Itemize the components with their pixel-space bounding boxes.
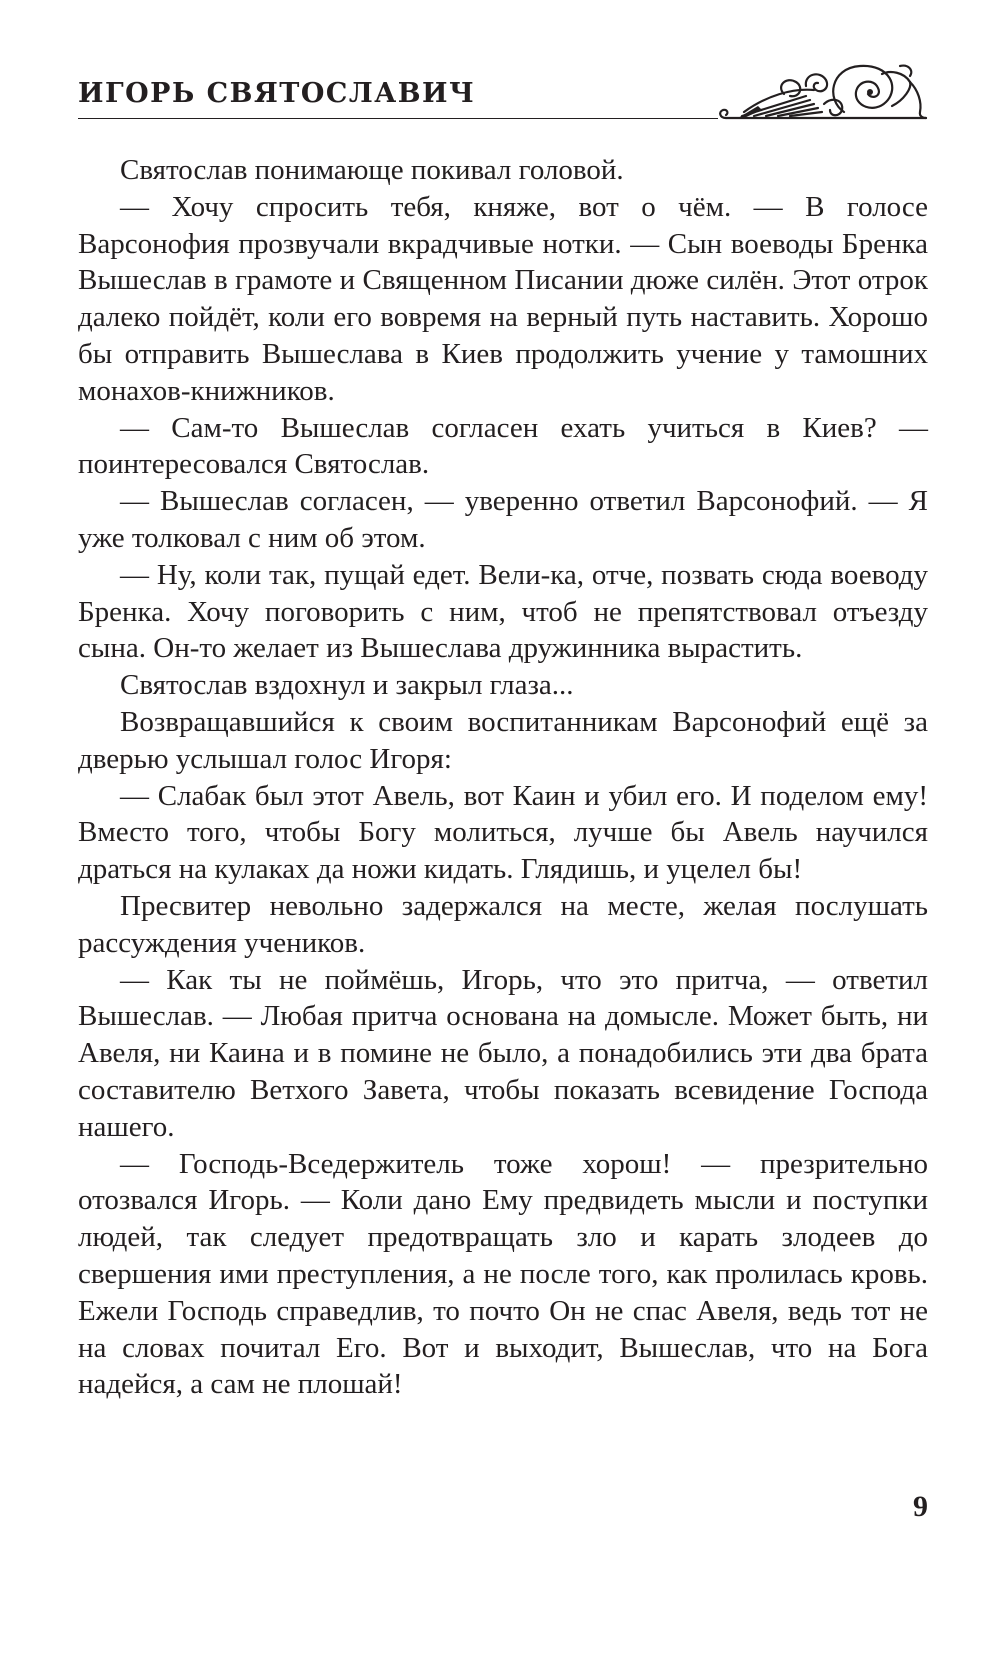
paragraph: — Вышеслав согласен, — уверенно ответил Варсонофий. — Я уже толковал с ним об этом. xyxy=(78,485,928,554)
text-body xyxy=(78,152,928,1403)
running-header xyxy=(78,60,926,120)
paragraph: Святослав понимающе покивал головой. xyxy=(120,154,624,186)
paragraph: Пресвитер невольно задержался на месте, желая послушать рассуждения учеников. xyxy=(78,889,928,959)
scroll-ornament-icon xyxy=(714,60,930,126)
paragraph: — Слабак был этот Авель, вот Каин и убил его. И поделом ему! Вместо того, чтобы Богу молиться, лучше бы Авель научился драться на кулаках да ножи кидать. Глядишь, и уцелел бы! xyxy=(78,779,928,886)
paragraph: — Сам-то Вышеслав согласен ехать учиться в Киев? — поинтересовался Святослав. xyxy=(78,411,928,481)
header-rule xyxy=(78,118,718,119)
paragraph: Возвращавшийся к своим воспитанникам Варсонофий ещё за дверью услышал голос Игоря: xyxy=(78,705,928,775)
paragraph: — Ну, коли так, пущай едет. Вели-ка, отче, позвать сюда воеводу Бренка. Хочу поговорить с ним, чтоб не препятствовал отъезду сына. Он-то желает из Вышеслава дружинника вырастить. xyxy=(78,558,928,665)
paragraph: — Как ты не поймёшь, Игорь, что это притча, — ответил Вышеслав. — Любая притча основана на домысле. Может быть, ни Авеля, ни Каина и в помине не было, а понадобились эти два брата составителю Ветхого Завета, чтобы показать всевидение Господа нашего. xyxy=(78,963,928,1143)
paragraph: — Господь-Вседержитель тоже хорош! — презрительно отозвался Игорь. — Коли дано Ему предвидеть мысли и поступки людей, так следует предотвращать зло и карать злодеев до свершения ими преступления, а не после того, как пролилась кровь. Ежели Господь справедлив, то почто Он не спас Авеля, ведь тот не на словах почитал Его. Вот и выходит, Вышеслав, что на Бога надейся, а сам не плошай! xyxy=(78,1147,928,1401)
paragraph: — Хочу спросить тебя, княже, вот о чём. — В голосе Варсонофия прозвучали вкрадчивые нотки. — Сын воеводы Бренка Вышеслав в грамоте и Священном Писании дюже силён. Этот отрок далеко пойдёт, коли его вовремя на верный путь наставить. Хорошо бы отправить Вышеслава в Киев продолжить учение у тамошних монахов-книжников. xyxy=(78,190,928,407)
page-number: 9 xyxy=(913,1490,928,1523)
header-title: ИГОРЬ СВЯТОСЛАВИЧ xyxy=(78,78,476,109)
paragraph: Святослав вздохнул и закрыл глаза... xyxy=(120,669,574,702)
